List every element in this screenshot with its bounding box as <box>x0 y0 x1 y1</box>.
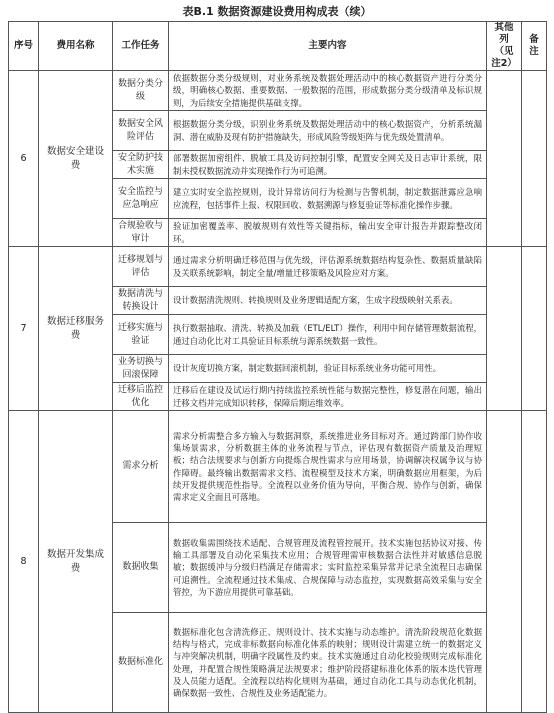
other-cell <box>487 247 522 411</box>
remark-cell <box>522 71 547 247</box>
content-cell: 验证加密覆盖率、脱敏规则有效性等关键指标，输出安全审计报告并跟踪整改闭环。 <box>169 219 487 247</box>
content-cell: 设计灰度切换方案，制定数据回滚机制，验证目标系统业务功能可用性。 <box>169 355 487 383</box>
other-cell <box>487 411 522 713</box>
seq-cell: 7 <box>9 247 39 411</box>
table-row <box>9 411 547 523</box>
header-other: 其他列（见注2） <box>487 22 522 71</box>
task-cell: 迁移规划与评估 <box>113 247 169 287</box>
content-cell: 迁移后在建设及试运行期内持续监控系统性能与数据完整性，修复潜在问题，输出迁移文档并完成知识转移，保障后期运维效率。 <box>169 383 487 411</box>
table-title: 表B.1 数据资源建设费用构成表（续） <box>182 5 372 18</box>
task-cell: 合规验收与审计 <box>113 219 169 247</box>
header-content: 主要内容 <box>169 22 487 71</box>
content-cell: 设计数据清洗规则、转换规则及业务逻辑适配方案，生成字段级映射关系表。 <box>169 287 487 315</box>
table-row <box>9 71 547 111</box>
task-cell: 迁移实施与验证 <box>113 315 169 355</box>
fee-name-cell: 数据安全建设费 <box>39 71 113 247</box>
task-cell: 数据安全风险评估 <box>113 111 169 151</box>
remark-cell <box>522 411 547 713</box>
task-cell: 数据分类分级 <box>113 71 169 111</box>
task-cell: 安全监控与应急响应 <box>113 179 169 219</box>
task-cell: 业务切换与回滚保障 <box>113 355 169 383</box>
table-row <box>9 247 547 287</box>
content-cell: 执行数据抽取、清洗、转换及加载（ETL/ELT）操作，利用中间存储管理数据流程，通过自动化比对工具验证目标系统与源系统数据一致性。 <box>169 315 487 355</box>
fee-name-cell: 数据开发集成费 <box>39 411 113 713</box>
other-cell <box>487 71 522 247</box>
seq-cell: 6 <box>9 71 39 247</box>
header-remark: 备注 <box>522 22 547 71</box>
header-task: 工作任务 <box>113 22 169 71</box>
content-cell: 需求分析需整合多方输入与数据洞察，系统推进业务目标对齐。通过跨部门协作收集场景需求，分析数据主体的业务流程与节点，评估现有数据资产质量及治理短板；结合法规要求与创新方向提炼合规性需求与应用场景，协调解决权属争议与协作障碍。最终输出数据需求文档、流程模型及技术方案，明确数据应用框架，为后续开发提供规范性指导。全流程以业务价值为导向，平衡合规、协作与创新，确保需求定义全面且可落地。 <box>169 411 487 523</box>
cost-table <box>8 21 547 713</box>
task-cell: 数据清洗与转换设计 <box>113 287 169 315</box>
content-cell: 依据数据分类分级规则，对业务系统及数据处理活动中的核心数据资产进行分类分级，明确核心数据、重要数据、一般数据的范围，形成数据分类分级清单及标识规则，为后续安全措施提供基础支撑。 <box>169 71 487 111</box>
task-cell: 迁移后监控优化 <box>113 383 169 411</box>
task-cell: 需求分析 <box>113 411 169 523</box>
content-cell: 部署数据加密组件、脱敏工具及访问控制引擎，配置安全网关及日志审计系统，限制未授权数据流动并实现操作行为可追溯。 <box>169 151 487 179</box>
content-cell: 数据收集需围绕技术适配、合规管理及流程管控展开。技术实施包括协议对接、传输工具部署及自动化采集技术应用；合规管理需审核数据合法性并对敏感信息脱敏；数据缓冲与分级归档满足存储需求；实时监控采集异常并记录全流程日志确保可追溯性。全流程通过技术集成、合规保障与动态监控，实现数据高效采集与安全管控，为下游应用提供可靠基础。 <box>169 523 487 613</box>
header-fee-name: 费用名称 <box>39 22 113 71</box>
task-cell: 数据收集 <box>113 523 169 613</box>
remark-cell <box>522 247 547 411</box>
seq-cell: 8 <box>9 411 39 713</box>
header-seq: 序号 <box>9 22 39 71</box>
header-row <box>9 22 547 71</box>
task-cell: 安全防护技术实施 <box>113 151 169 179</box>
content-cell: 通过需求分析明确迁移范围与优先级，评估源系统数据结构复杂性、数据质量缺陷及关联系统影响，制定全量/增量迁移策略及风险应对方案。 <box>169 247 487 287</box>
content-cell: 建立实时安全监控规则，设计异常访问行为检测与告警机制，制定数据泄露应急响应流程，包括事件上报、权限回收、数据溯源与修复验证等标准化操作步骤。 <box>169 179 487 219</box>
content-cell: 数据标准化包含清洗修正、规则设计、技术实施与动态维护。清洗阶段规范化数据结构与格式，完成非标数据向标准化体系的映射；规则设计需建立统一的数据定义与冲突解决机制，明确字段属性及约束。技术实施通过自动化校验规则完成标准化处理，并配置合规性策略满足法规要求；维护阶段搭建标准化体系的版本迭代管理及人员能力适配。全流程以结构化规则为基础，通过自动化工具与动态优化机制，确保数据一致性、合规性及业务适配能力。 <box>169 613 487 713</box>
content-cell: 根据数据分类分级，识别业务系统及数据处理活动中的核心数据资产，分析系统漏洞、潜在威胁及现有防护措施缺失，形成风险等级矩阵与优先级处置清单。 <box>169 111 487 151</box>
task-cell: 数据标准化 <box>113 613 169 713</box>
fee-name-cell: 数据迁移服务费 <box>39 247 113 411</box>
